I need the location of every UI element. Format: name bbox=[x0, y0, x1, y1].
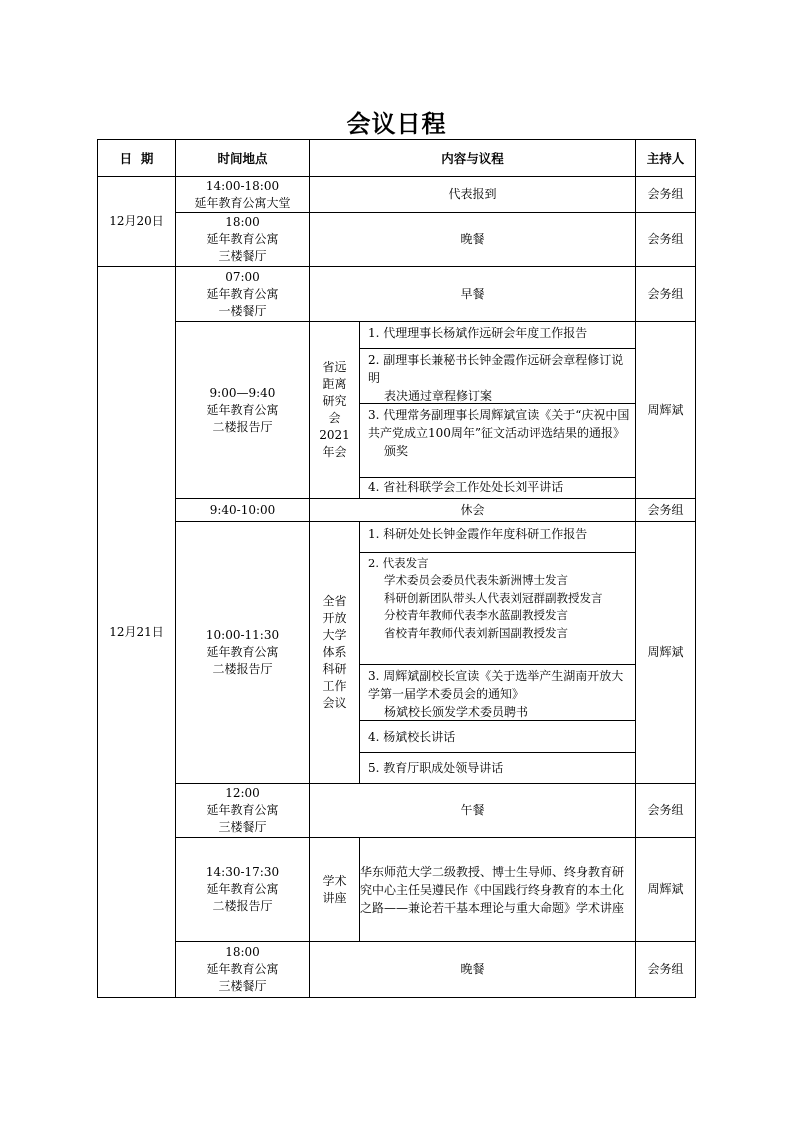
time-place-cell bbox=[176, 213, 310, 267]
place-text: 延年教育公寓 bbox=[206, 286, 279, 301]
content-cell: 休会 bbox=[310, 499, 636, 522]
time-text: 14:30-17:30 bbox=[205, 865, 280, 879]
agenda-item-text: 1. 科研处处长钟金霞作年度科研工作报告 bbox=[368, 526, 588, 541]
place-text: 三楼餐厅 bbox=[218, 979, 267, 993]
time-text: 10:00-11:30 bbox=[205, 628, 280, 642]
meeting-name-line: 工作 bbox=[322, 679, 347, 693]
agenda-item-text: 4. 省社科联学会工作处处长刘平讲话 bbox=[368, 480, 564, 494]
place-text: 延年教育公寓大堂 bbox=[194, 195, 291, 210]
agenda-item bbox=[360, 523, 635, 553]
date-cell: 12月21日 bbox=[98, 267, 176, 998]
content-cell: 午餐 bbox=[310, 784, 636, 838]
place-text: 三楼餐厅 bbox=[218, 249, 267, 263]
meeting-name-line: 会议 bbox=[322, 696, 347, 710]
header-row bbox=[98, 140, 696, 177]
host-cell: 会务组 bbox=[636, 267, 696, 322]
meeting-name-line: 大学 bbox=[322, 628, 347, 642]
place-text: 延年教育公寓 bbox=[206, 803, 279, 817]
place-text: 一楼餐厅 bbox=[218, 303, 267, 318]
host-cell: 会务组 bbox=[636, 213, 696, 267]
agenda-item-text: 3. 代理常务副理事长周辉斌宣读《关于“庆祝中国共产党成立100周年”征文活动评选结果的通报》 bbox=[368, 408, 630, 440]
lecture-content-cell: 华东师范大学二级教授、博士生导师、终身教育研究中心主任吴遵民作《中国践行终身教育的本土化之路——兼论若干基本理论与重大命题》学术讲座 bbox=[360, 838, 636, 942]
content-cell: 晚餐 bbox=[310, 942, 636, 998]
time-text: 9:40-10:00 bbox=[209, 502, 276, 517]
meeting-name-line: 2021 bbox=[319, 428, 350, 442]
agenda-item-text: 4. 杨斌校长讲话 bbox=[368, 729, 456, 744]
content-cell: 代表报到 bbox=[310, 177, 636, 213]
meeting-name-line: 讲座 bbox=[322, 890, 347, 905]
time-place-cell bbox=[176, 784, 310, 838]
meeting-name-line: 开放 bbox=[322, 611, 347, 625]
header-date: 日 期 bbox=[98, 140, 176, 177]
agenda-item bbox=[360, 349, 635, 404]
time-place-cell bbox=[176, 522, 310, 784]
meeting-name-line: 距离 bbox=[322, 377, 347, 391]
table-row bbox=[98, 213, 696, 267]
meeting-name-line: 全省 bbox=[322, 594, 347, 608]
agenda-item-text: 1. 代理理事长杨斌作远研会年度工作报告 bbox=[368, 326, 588, 340]
table-row bbox=[98, 942, 696, 998]
meeting-name-cell bbox=[310, 522, 360, 784]
agenda-subitem: 分校青年教师代表李水蓝副教授发言 bbox=[384, 608, 568, 622]
time-text: 12:00 bbox=[225, 786, 260, 800]
agenda-subitem: 科研创新团队带头人代表刘冠群副教授发言 bbox=[384, 590, 603, 605]
agenda-item bbox=[360, 721, 635, 753]
content-cell: 晚餐 bbox=[310, 213, 636, 267]
meeting-name-line: 学术 bbox=[322, 873, 347, 888]
time-text: 18:00 bbox=[225, 215, 260, 229]
time-place-cell bbox=[176, 267, 310, 322]
agenda-item-text: 2. 副理事长兼秘书长钟金霞作远研会章程修订说明 bbox=[368, 353, 624, 385]
agenda-items bbox=[360, 322, 636, 499]
meeting-name-line: 会 bbox=[328, 411, 341, 425]
meeting-name bbox=[310, 593, 359, 712]
meeting-name-line: 年会 bbox=[322, 445, 347, 459]
table-row bbox=[98, 177, 696, 213]
place-text: 延年教育公寓 bbox=[206, 402, 279, 417]
agenda-item bbox=[360, 322, 635, 349]
meeting-name-line: 科研 bbox=[322, 662, 347, 676]
time-place-cell bbox=[176, 499, 310, 522]
time-text: 9:00—9:40 bbox=[209, 385, 276, 400]
place-text: 延年教育公寓 bbox=[206, 645, 279, 659]
header-host: 主持人 bbox=[636, 140, 696, 177]
agenda-item-text: 5. 教育厅职成处领导讲话 bbox=[368, 760, 504, 775]
schedule-table bbox=[97, 139, 696, 998]
place-text: 二楼报告厅 bbox=[212, 419, 273, 434]
meeting-name bbox=[310, 873, 359, 907]
time-place-cell bbox=[176, 942, 310, 998]
meeting-name-line: 研究 bbox=[322, 394, 347, 408]
agenda-subitem: 省校青年教师代表刘新国副教授发言 bbox=[384, 625, 568, 640]
place-text: 延年教育公寓 bbox=[206, 232, 279, 246]
agenda-item-text: 2. 代表发言 bbox=[368, 555, 429, 570]
meeting-name bbox=[310, 359, 359, 461]
agenda-subitem: 表决通过章程修订案 bbox=[384, 389, 493, 403]
place-text: 二楼报告厅 bbox=[212, 899, 273, 913]
host-cell: 会务组 bbox=[636, 784, 696, 838]
table-row bbox=[98, 499, 696, 522]
meeting-name-cell bbox=[310, 838, 360, 942]
time-place-cell bbox=[176, 838, 310, 942]
host-cell: 会务组 bbox=[636, 499, 696, 522]
time-text: 07:00 bbox=[225, 269, 260, 284]
time-text: 14:00-18:00 bbox=[205, 178, 280, 193]
date-cell: 12月20日 bbox=[98, 177, 176, 267]
host-cell: 周辉斌 bbox=[636, 322, 696, 499]
place-text: 延年教育公寓 bbox=[206, 962, 279, 976]
place-text: 延年教育公寓 bbox=[206, 882, 279, 896]
agenda-items bbox=[360, 522, 636, 784]
page-title: 会议日程 bbox=[346, 110, 447, 138]
agenda-item bbox=[360, 404, 635, 478]
meeting-name-cell bbox=[310, 322, 360, 499]
time-place-cell bbox=[176, 177, 310, 213]
agenda-item-text: 3. 周辉斌副校长宣读《关于选举产生湖南开放大学第一届学术委员会的通知》 bbox=[368, 668, 624, 701]
meeting-name-line: 省远 bbox=[322, 360, 347, 374]
meeting-name-line: 体系 bbox=[322, 645, 347, 659]
agenda-subitem: 杨斌校长颁发学术委员聘书 bbox=[384, 704, 529, 719]
agenda-item bbox=[360, 753, 635, 783]
host-cell: 会务组 bbox=[636, 942, 696, 998]
host-cell: 会务组 bbox=[636, 177, 696, 213]
place-text: 三楼餐厅 bbox=[218, 820, 267, 834]
agenda-item bbox=[360, 478, 635, 498]
table-row bbox=[98, 267, 696, 322]
agenda-item bbox=[360, 553, 635, 665]
time-place-cell bbox=[176, 322, 310, 499]
table-row bbox=[98, 784, 696, 838]
agenda-subitem: 学术委员会委员代表朱新洲博士发言 bbox=[384, 573, 568, 587]
header-time-place: 时间地点 bbox=[176, 140, 310, 177]
content-cell: 早餐 bbox=[310, 267, 636, 322]
agenda-subitem: 颁奖 bbox=[384, 444, 409, 458]
table-row bbox=[98, 522, 696, 784]
header-agenda: 内容与议程 bbox=[310, 140, 636, 177]
time-text: 18:00 bbox=[225, 945, 260, 959]
table-row bbox=[98, 322, 696, 499]
place-text: 二楼报告厅 bbox=[212, 662, 273, 676]
table-row bbox=[98, 838, 696, 942]
agenda-item bbox=[360, 665, 635, 721]
host-cell: 周辉斌 bbox=[636, 522, 696, 784]
host-cell: 周辉斌 bbox=[636, 838, 696, 942]
